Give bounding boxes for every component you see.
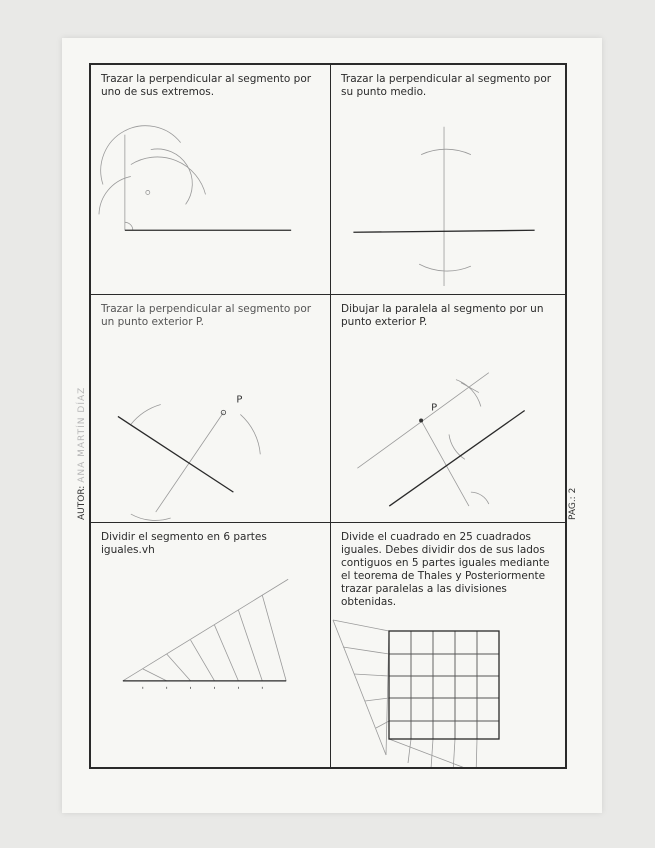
author-name: ANA MARTÍN DÍAZ [77, 386, 87, 483]
figure-perpendicular-at-midpoint [331, 65, 567, 294]
exercise-cell-1 [91, 65, 331, 295]
figure-perpendicular-from-point [91, 295, 330, 522]
instruction-5: Dividir el segmento en 6 partes iguales.vh [101, 531, 267, 556]
figure-parallel-through-point [331, 295, 567, 522]
instruction-6: Divide el cuadrado en 25 cuadrados iguales. Debes dividir dos de sus lados contiguos en 5 partes iguales mediante el teorema de Thales y Posteriormente trazar paralelas a las divisiones obtenidas. [341, 531, 550, 608]
instruction-2: Trazar la perpendicular al segmento por su punto medio. [341, 73, 552, 98]
exercise-cell-6 [331, 523, 567, 767]
exercise-grid [89, 63, 567, 769]
exercise-cell-3 [91, 295, 331, 523]
exercise-cell-2 [331, 65, 567, 295]
figure-perpendicular-at-end [91, 65, 330, 294]
author-prefix: AUTOR: [77, 485, 87, 520]
point-p-label-3: P [236, 394, 243, 406]
instruction-3: Trazar la perpendicular al segmento por un punto exterior P. [101, 303, 312, 328]
exercise-cell-4 [331, 295, 567, 523]
instruction-4: Dibujar la paralela al segmento por un punto exterior P. [341, 303, 544, 328]
figure-divide-segment [91, 523, 330, 767]
instruction-1: Trazar la perpendicular al segmento por uno de sus extremos. [101, 73, 312, 98]
author-label [77, 387, 87, 520]
page-number: PAG.: 2 [568, 487, 578, 520]
point-p-label-4: P [431, 402, 438, 414]
exercise-cell-5 [91, 523, 331, 767]
